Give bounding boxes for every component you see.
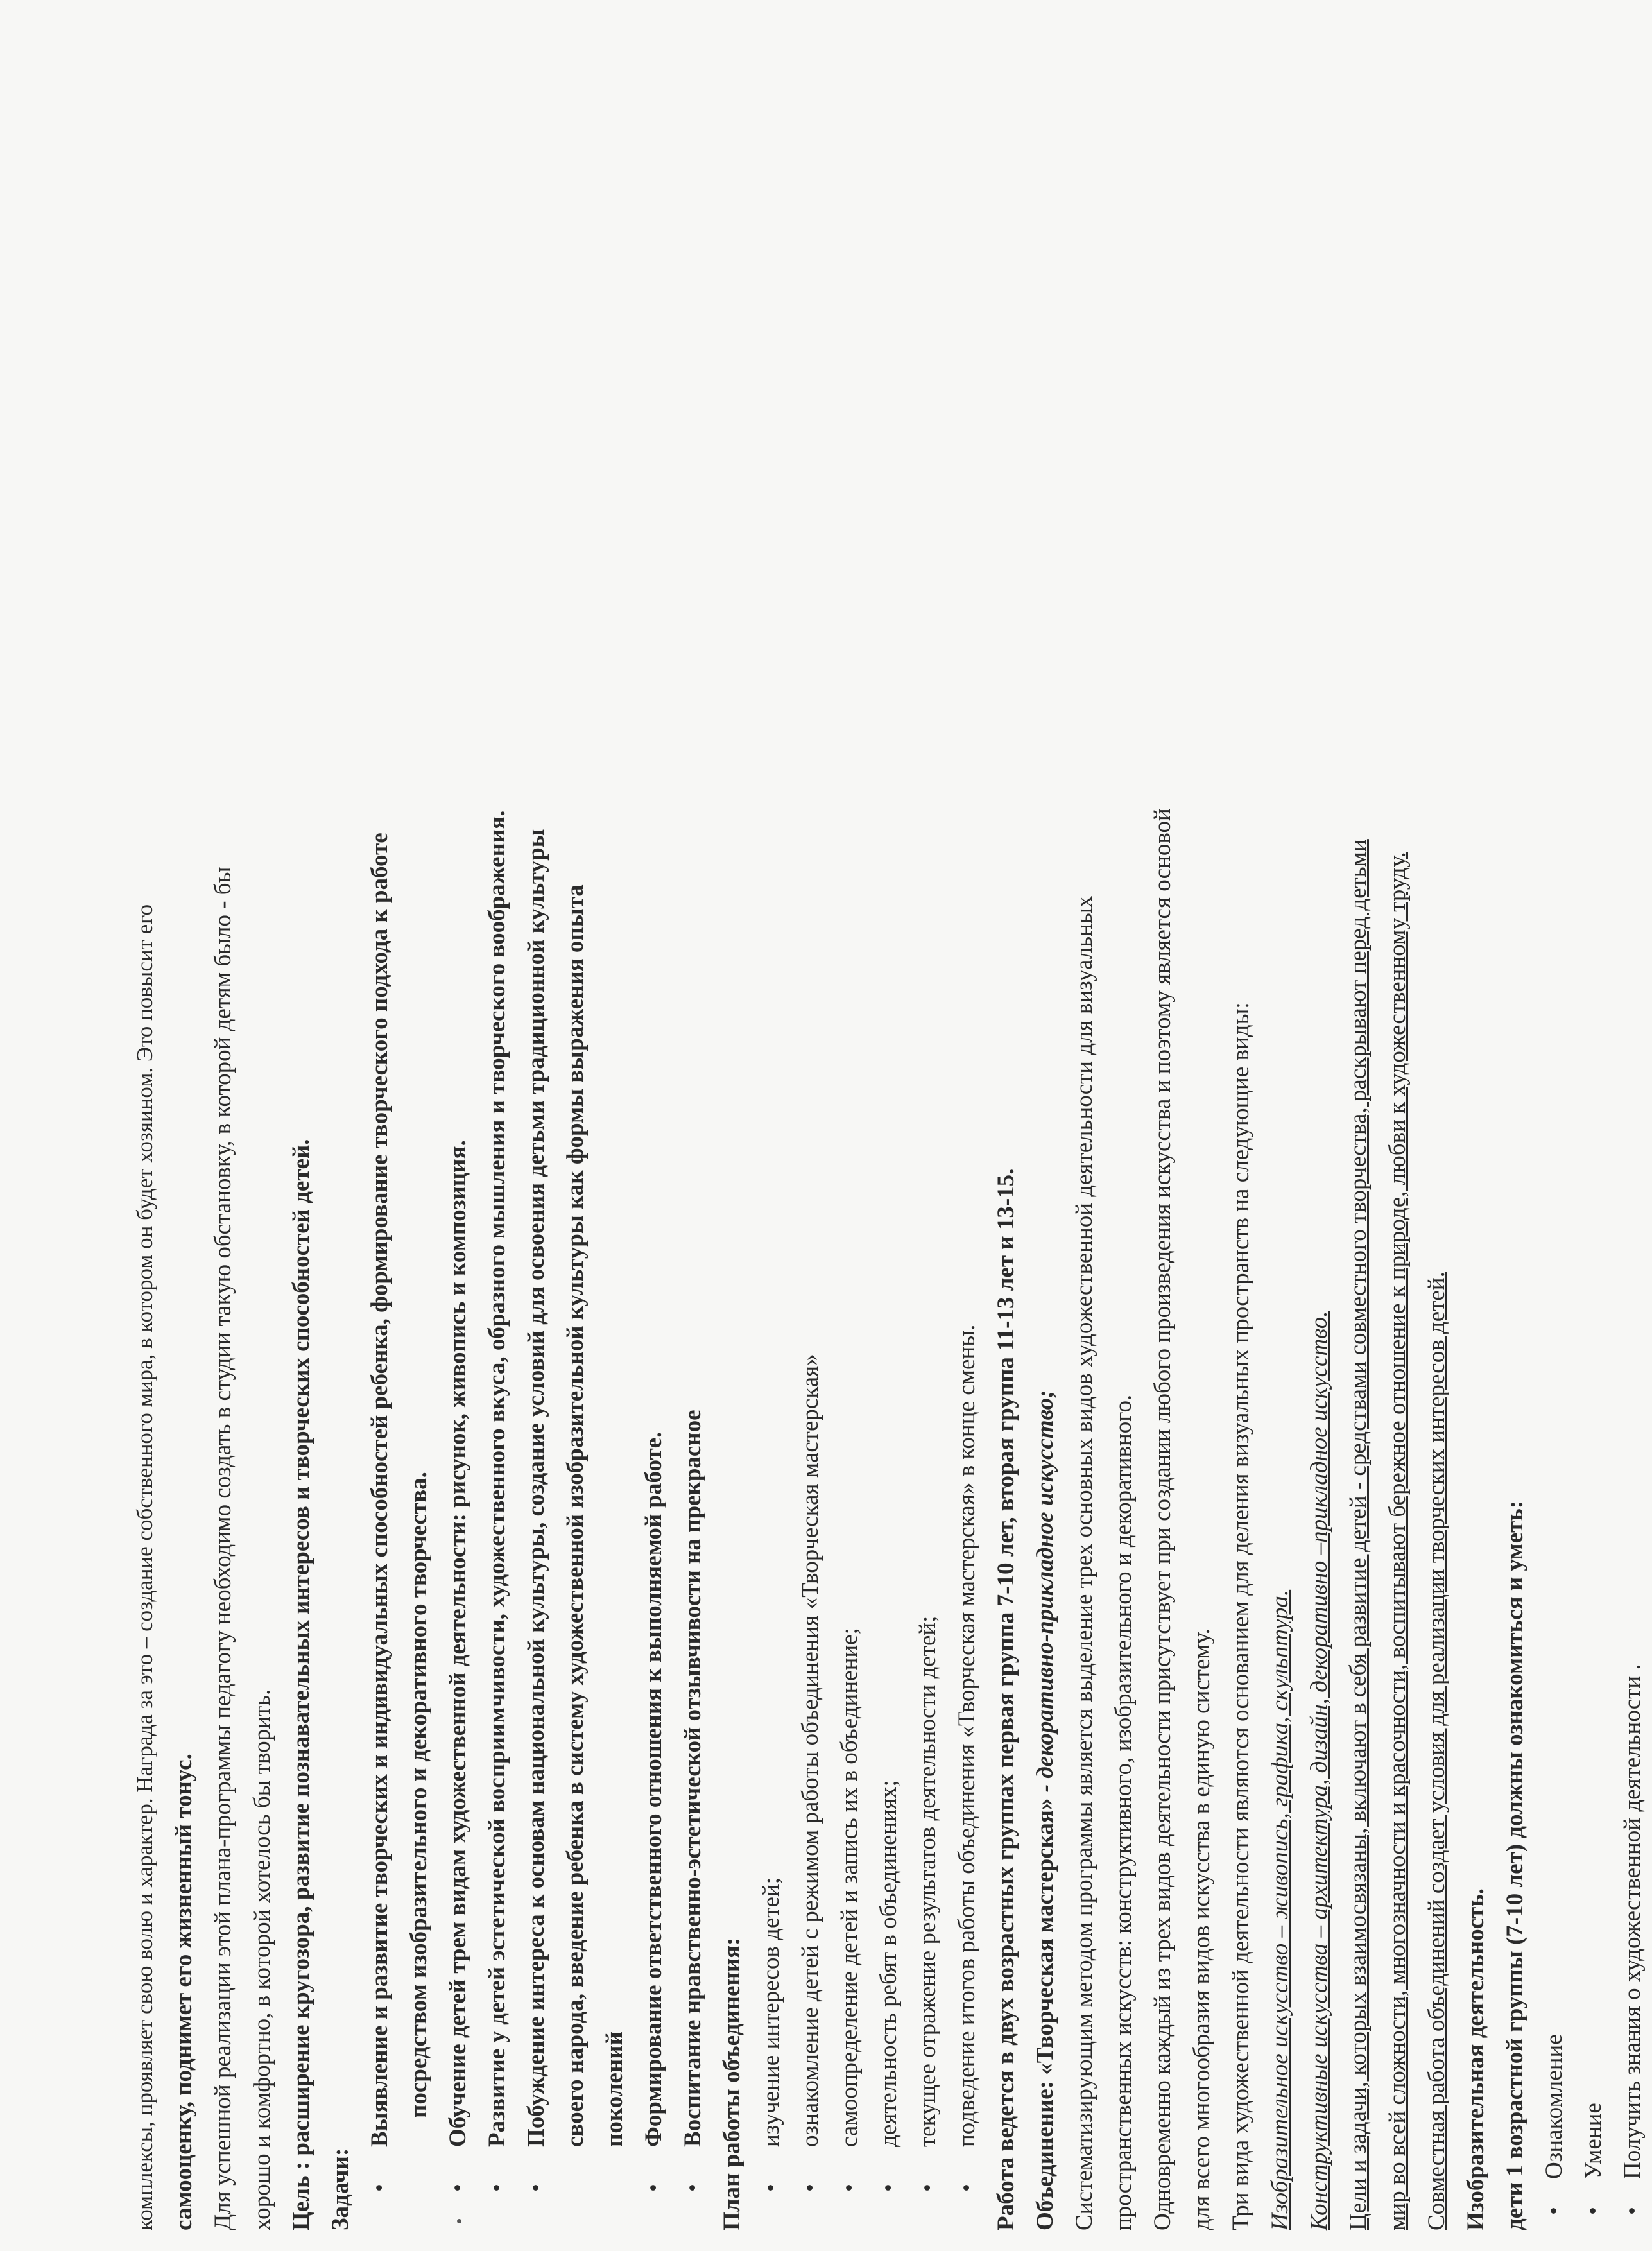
goal-line: Цель : расширение кругозора, развитие познавательных интересов и творческих способностей детей. (288, 1139, 314, 2230)
plan-item: • изучение интересов детей; (752, 193, 791, 2230)
text-line: Систематизирующим методом программы является выделение трех основных видов художественной деятельности для визуальных (1071, 895, 1097, 2230)
plan-item: • самоопределение детей и запись их в объединение; (830, 193, 869, 2230)
task-item: • Воспитание нравственно-эстетической отзывчивости на прекрасное (673, 193, 712, 2230)
skill-item: • Ознакомление (1535, 193, 1574, 2230)
text-line: пространственных искусств: конструктивного, изобразительного и декоративного. (1110, 1394, 1137, 2230)
text-line: Три вида художественной деятельности являются основанием для деления визуальных пространств на следующие виды: (1228, 1002, 1254, 2230)
text-line: для всего многообразия видов искусства в единую систему. (1189, 1628, 1215, 2230)
text-line: Цели и задачи, которых взаимосвязаны, включают в себя развитие детей - средствами совместного творчества, раскрывают перед детьми (1345, 839, 1372, 2230)
scan-speck (457, 2219, 461, 2223)
task-item-continuation: своего народа, введение ребенка в систему художественной изобразительной культуры как формы выражения опыта (562, 884, 589, 2147)
text-line: Одновременно каждый из трех видов деятельности присутствует при создании любого произведения искусства и поэтому является основой (1149, 808, 1176, 2230)
text-line: Изобразительное искусство – живопись, графика, скульптура. (1267, 1589, 1293, 2230)
rotated-page (125, 193, 1646, 2230)
section-heading: Изобразительная деятельность. (1463, 1888, 1489, 2230)
task-item-continuation: посредством изобразительного и декоративного творчества. (406, 1472, 432, 2118)
text-line: Объединение: «Творческая мастерская» - декоративно-прикладное искусство; (1032, 1390, 1058, 2230)
document-body (125, 193, 1652, 2230)
plan-item: • деятельность ребят в объединениях; (869, 193, 908, 2230)
skill-item: • Умение (1574, 193, 1613, 2230)
text-line: хорошо и комфортно, в которой хотелось бы творить. (249, 1689, 275, 2230)
text-line: Совместная работа объединений создает условия для реализации творческих интересов детей. (1424, 1272, 1450, 2230)
plan-item: • ознакомление детей с режимом работы объединения «Творческая мастерская» (791, 193, 830, 2230)
text-line: комплексы, проявляет свою волю и характер. Награда за это – создание собственного мира, в котором он будет хозяином. Это повысит его (132, 904, 157, 2230)
text-line: мир во всей сложности, многозначности и красочности, воспитывают бережное отношение к природе, любви к художественному труду. (1384, 852, 1411, 2230)
plan-item: • текущее отражение результатов деятельности детей; (908, 193, 947, 2230)
task-item-continuation: поколений (601, 2031, 628, 2147)
skill-item: • Получить знания о художественной деятельности . (1613, 193, 1652, 2230)
task-item: • Выявление и развитие творческих и индивидуальных способностей ребенка, формирование творческого подхода к работе (360, 193, 399, 2230)
plan-item: • подведение итогов работы объединения «Творческая мастерская» в конце смены. (947, 193, 986, 2230)
task-item: • Обучение детей трем видам художественной деятельности: рисунок, живопись и композиция. (438, 193, 478, 2230)
plan-heading: План работы объединения: (719, 1937, 745, 2230)
text-line: Для успешной реализации этой плана-программы педагогу необходимо создать в студии такую обстановку, в которой детям было - бы (210, 867, 236, 2230)
text-line: дети 1 возрастной группы (7-10 лет) должны ознакомиться и уметь: (1502, 1500, 1528, 2230)
text-line: Конструктивные искусства – архитектура, дизайн, декоративно –прикладное искусство. (1306, 1311, 1332, 2230)
tasks-heading: Задачи: (327, 2148, 354, 2230)
task-item: • Развитие у детей эстетической восприимчивости, художественного вкуса, образного мышления и творческого воображения. (478, 193, 517, 2230)
task-item: • Формирование ответственного отношения к выполняемой работе. (634, 193, 673, 2230)
text-line: самооценку, поднимет его жизненный тонус. (171, 1754, 197, 2230)
text-line: Работа ведется в двух возрастных группах первая группа 7-10 лет, вторая группа 11-13 лет и 13-15. (993, 1168, 1019, 2230)
task-item: • Побуждение интереса к основам национальной культуры, создание условий для освоения детьми традиционной культуры (517, 193, 556, 2230)
